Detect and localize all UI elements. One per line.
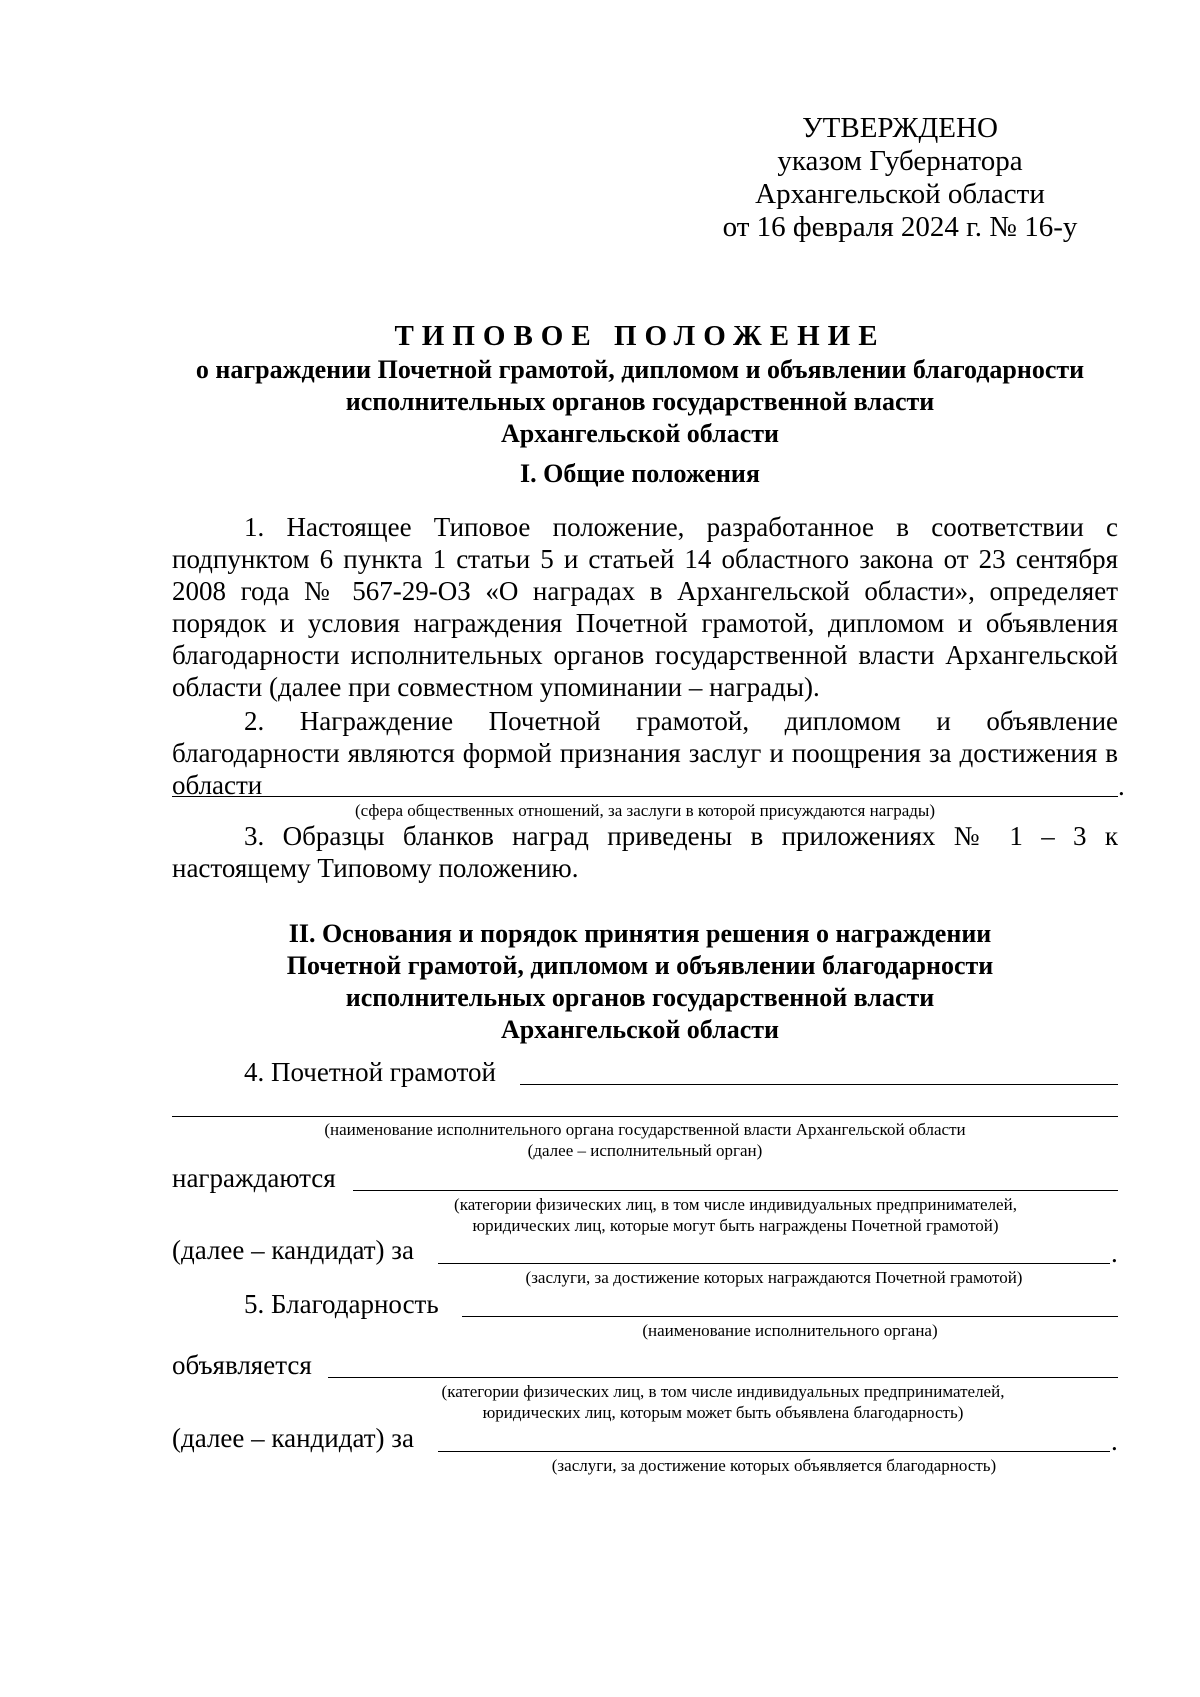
field-line-organ-2[interactable]	[172, 1116, 1118, 1117]
field-line-candidate[interactable]	[438, 1263, 1110, 1264]
field-line-declared[interactable]	[328, 1377, 1118, 1378]
caption-candidate: (заслуги, за достижение которых награждаются Почетной грамотой)	[525, 1268, 1023, 1287]
paragraph-1-text: 1. Настоящее Типовое положение, разработанное в соответствии с подпунктом 6 пункта 1 статьи 5 и статьей 14 областного закона от 23 сентября 2008 года № 567-29-ОЗ «О наградах в Архангельской области», определяет порядок и условия награждения Почетной грамотой, дипломом и объявления благодарности исполнительных органов государственной власти Архангельской области (далее при совместном упоминании – награды).	[172, 512, 1118, 702]
title-sub-2: исполнительных органов государственной власти	[345, 387, 935, 416]
title-sub-3: Архангельской области	[500, 419, 780, 448]
caption-awarded-1: (категории физических лиц, в том числе индивидуальных предпринимателей,	[454, 1195, 1017, 1214]
approval-line-2: указом Губернатора	[777, 145, 1023, 177]
caption-organ-3: (наименование исполнительного органа)	[642, 1321, 938, 1340]
field-line-organ-3[interactable]	[462, 1316, 1118, 1317]
period: .	[1111, 1238, 1118, 1268]
title-main: ТИПОВОЕ ПОЛОЖЕНИЕ	[394, 320, 886, 352]
caption-awarded-2: юридических лиц, которые могут быть награждены Почетной грамотой)	[472, 1216, 999, 1235]
candidate-label: (далее – кандидат) за	[172, 1235, 414, 1265]
paragraph-1	[172, 511, 1118, 703]
section-2-heading	[150, 918, 1130, 1046]
caption-organ-2: (далее – исполнительный орган)	[527, 1141, 763, 1160]
field-line-organ-1[interactable]	[520, 1084, 1118, 1085]
section-2-heading-3: исполнительных органов государственной власти	[345, 983, 935, 1012]
declared-label: объявляется	[172, 1350, 312, 1380]
section-1-heading: I. Общие положения	[520, 459, 760, 488]
title-sub-1: о награждении Почетной грамотой, дипломом и объявлении благодарности	[195, 355, 1085, 384]
caption-organ-1: (наименование исполнительного органа государственной власти Архангельской области	[324, 1120, 966, 1139]
approval-line-1: УТВЕРЖДЕНО	[802, 112, 998, 144]
approval-stamp	[720, 112, 1080, 244]
approval-line-4: от 16 февраля 2024 г. № 16-у	[722, 211, 1078, 243]
paragraph-5-label: 5. Благодарность	[244, 1289, 439, 1319]
section-2-heading-2: Почетной грамотой, дипломом и объявлении благодарности	[286, 951, 994, 980]
period: .	[1111, 1426, 1118, 1456]
paragraph-4-label: 4. Почетной грамотой	[244, 1057, 496, 1087]
section-2-heading-1: II. Основания и порядок принятия решения о награждении	[288, 919, 992, 948]
field-line-sphere[interactable]	[172, 796, 1118, 797]
paragraph-3	[172, 820, 1118, 884]
approval-line-3: Архангельской области	[755, 178, 1045, 210]
document-title	[150, 318, 1130, 450]
paragraph-2-text: 2. Награждение Почетной грамотой, дипломом и объявление благодарности являются формой признания заслуг и поощрения за достижения в области	[172, 706, 1118, 800]
caption-declared-2: юридических лиц, которым может быть объявлена благодарность)	[482, 1403, 964, 1422]
field-line-candidate-2[interactable]	[438, 1451, 1110, 1452]
period: .	[1118, 771, 1125, 801]
section-2-heading-4: Архангельской области	[500, 1015, 780, 1044]
caption-declared-1: (категории физических лиц, в том числе индивидуальных предпринимателей,	[441, 1382, 1005, 1401]
paragraph-3-text: 3. Образцы бланков наград приведены в приложениях № 1 – 3 к настоящему Типовому положению.	[172, 821, 1118, 883]
field-line-awarded[interactable]	[353, 1190, 1118, 1191]
awarded-label: награждаются	[172, 1163, 336, 1193]
paragraph-2	[172, 705, 1118, 801]
caption-sphere: (сфера общественных отношений, за заслуги в которой присуждаются награды)	[354, 801, 935, 820]
caption-candidate-2: (заслуги, за достижение которых объявляется благодарность)	[551, 1456, 997, 1475]
candidate2-label: (далее – кандидат) за	[172, 1423, 414, 1453]
